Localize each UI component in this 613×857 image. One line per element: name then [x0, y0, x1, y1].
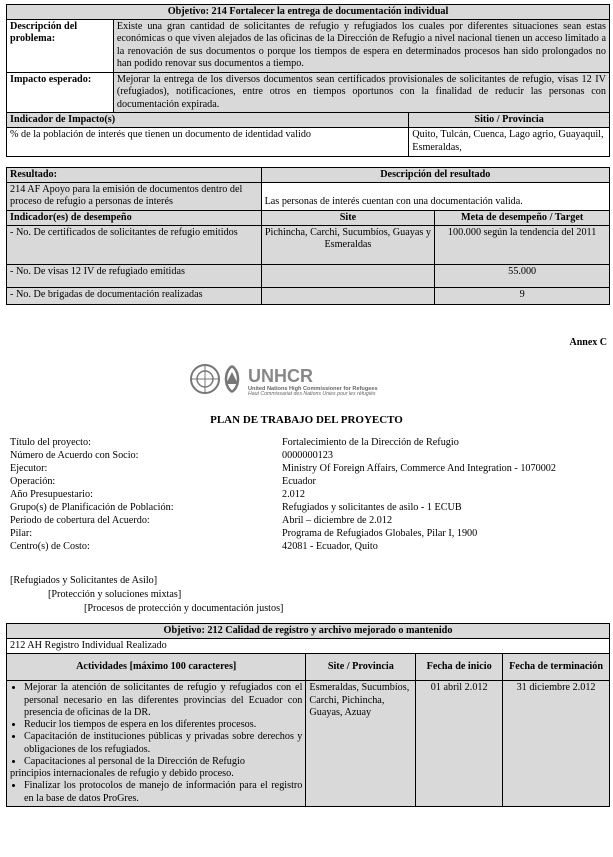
info-label: Año Presupuestario: — [10, 489, 93, 500]
result-description-text: Las personas de interés cuentan con una documentación valida. — [261, 183, 609, 210]
result-header: Resultado: — [7, 168, 262, 183]
info-label: Grupo(s) de Planificación de Población: — [10, 502, 174, 513]
impact-label: Impacto esperado: — [7, 73, 114, 113]
indicator-row: - No. De brigadas de documentación realizadas — [7, 287, 262, 304]
indicator-site: Pichincha, Carchi, Sucumbíos, Guayas y Esmeraldas — [261, 225, 435, 264]
info-row — [10, 463, 610, 476]
info-value: Programa de Refugiados Globales, Pilar I, 1900 — [282, 528, 478, 539]
objective-214-header: Objetivo: 214 Fortalecer la entrega de documentación individual — [7, 5, 610, 20]
info-row — [10, 437, 610, 450]
indicator-target: 100.000 según la tendencia del 2011 — [435, 225, 610, 264]
objective-212-table — [6, 623, 610, 807]
info-label: Centro(s) de Costo: — [10, 541, 90, 552]
unhcr-logo — [188, 362, 428, 396]
activities-cell — [7, 681, 306, 806]
indicator-site — [261, 264, 435, 287]
info-row — [10, 489, 610, 502]
info-label: Número de Acuerdo con Socio: — [10, 450, 139, 461]
activity-item: • Capacitación de instituciones públicas y privadas sobre derechos y obligaciones de los refugiados. — [24, 731, 302, 755]
info-label: Ejecutor: — [10, 463, 48, 474]
info-value: Fortalecimiento de la Dirección de Refugio — [282, 437, 459, 448]
info-value: Ministry Of Foreign Affairs, Commerce And Integration - 1070002 — [282, 463, 556, 474]
info-value: 0000000123 — [282, 450, 333, 461]
result-214af-table — [6, 167, 610, 305]
activity-item: • Mejorar la atención de solicitantes de refugio y refugiados con el personal necesario en las diferentes provincias del Ecuador con presencia de oficinas de la DR. — [24, 682, 302, 719]
info-row — [10, 502, 610, 515]
result-description-header: Descripción del resultado — [261, 168, 609, 183]
info-value: 42081 - Ecuador, Quito — [282, 541, 378, 552]
project-info — [10, 437, 610, 554]
population-tree — [10, 575, 283, 617]
activity-end-date: 31 diciembre 2.012 — [503, 681, 610, 806]
indicator-row: - No. De certificados de solicitantes de refugio emitidos — [7, 225, 262, 264]
info-row — [10, 476, 610, 489]
activity-continuation: principios internacionales de refugio y debido proceso. — [10, 768, 234, 780]
problem-label: Descripción del problema: — [7, 20, 114, 73]
tree-level-2: [Protección y soluciones mixtas] — [48, 589, 182, 600]
activity-item: • Reducir los tiempos de espera en los diferentes procesos. — [24, 719, 302, 731]
output-212ah: 212 AH Registro Individual Realizado — [7, 639, 610, 654]
info-label: Operación: — [10, 476, 56, 487]
objective-212-header: Objetivo: 212 Calidad de registro y archivo mejorado o mantenido — [7, 624, 610, 639]
activity-start-date: 01 abril 2.012 — [416, 681, 503, 806]
info-row — [10, 541, 610, 554]
site-province-header: Sitio / Provincia — [409, 113, 610, 128]
tree-level-3: [Procesos de protección y documentación justos] — [84, 603, 284, 614]
indicator-row: - No. De visas 12 IV de refugiado emitidas — [7, 264, 262, 287]
info-row — [10, 528, 610, 541]
info-value: 2.012 — [282, 489, 305, 500]
site-province-text: Quito, Tulcán, Cuenca, Lago agrio, Guayaquil, Esmeraldas, — [409, 128, 610, 157]
info-row — [10, 450, 610, 463]
indicator-target: 55.000 — [435, 264, 610, 287]
activities-header: Actividades [máximo 100 caracteres] — [7, 654, 306, 681]
target-header: Meta de desempeño / Target — [435, 210, 610, 225]
info-value: Ecuador — [282, 476, 316, 487]
info-label: Periodo de cobertura del Acuerdo: — [10, 515, 150, 526]
activities-list — [10, 682, 302, 768]
impact-indicator-text: % de la población de interés que tienen un documento de identidad valido — [7, 128, 409, 157]
info-row — [10, 515, 610, 528]
activities-list-tail — [10, 780, 302, 804]
indicator-target: 9 — [435, 287, 610, 304]
impact-indicator-header: Indicador de Impacto(s) — [7, 113, 409, 128]
svg-text:United Nations High Commission: United Nations High Commissioner for Refugees — [248, 386, 378, 392]
end-date-header: Fecha de terminación — [503, 654, 610, 681]
unhcr-wordmark: UNHCR — [248, 366, 313, 386]
start-date-header: Fecha de inicio — [416, 654, 503, 681]
activity-item: • Capacitaciones al personal de la Dirección de Refugio — [24, 756, 302, 768]
result-text: 214 AF Apoyo para la emisión de documentos dentro del proceso de refugio a personas de interés — [7, 183, 262, 210]
indicator-site — [261, 287, 435, 304]
info-value: Refugiados y solicitantes de asilo - 1 ECUB — [282, 502, 462, 513]
info-label: Título del proyecto: — [10, 437, 91, 448]
activity-site: Esmeraldas, Sucumbíos, Carchi, Pichincha, Guayas, Azuay — [306, 681, 416, 806]
site-header: Site — [261, 210, 435, 225]
plan-title: PLAN DE TRABAJO DEL PROYECTO — [210, 414, 403, 426]
objective-214-table — [6, 4, 610, 157]
indicators-header: Indicador(es) de desempeño — [7, 210, 262, 225]
annex-label: Annex C — [569, 337, 607, 348]
info-label: Pilar: — [10, 528, 33, 539]
tree-level-1: [Refugiados y Solicitantes de Asilo] — [10, 575, 158, 586]
un-emblem-icon — [188, 362, 428, 396]
info-value: Abril – diciembre de 2.012 — [282, 515, 393, 526]
problem-text: Existe una gran cantidad de solicitantes de refugio y refugiados los cuales por diferentes situaciones sean estas económicas o que viven alejados de las oficinas de la Dirección de Refugio a nivel nacional tienen un acceso limitado a la renovación de sus documentos o porque los tiempos de espera en determinados procesos han sido prolongados no han podido renovar sus documentos a tiempo. — [113, 20, 609, 73]
site-province-header: Site / Provincia — [306, 654, 416, 681]
impact-text: Mejorar la entrega de los diversos documentos sean certificados provisionales de solicitantes de refugio, visas 12 IV (refugiados), notificaciones, entre otros en tiempos oportunos con la finalidad de reducir las personas con documentación expirada. — [113, 73, 609, 113]
svg-text:Haut Commissariat des Nations: Haut Commissariat des Nations Unies pour les réfugiés — [248, 391, 376, 396]
activity-item: • Finalizar los protocolos de manejo de información para el registro en la base de datos ProGres. — [24, 780, 302, 804]
